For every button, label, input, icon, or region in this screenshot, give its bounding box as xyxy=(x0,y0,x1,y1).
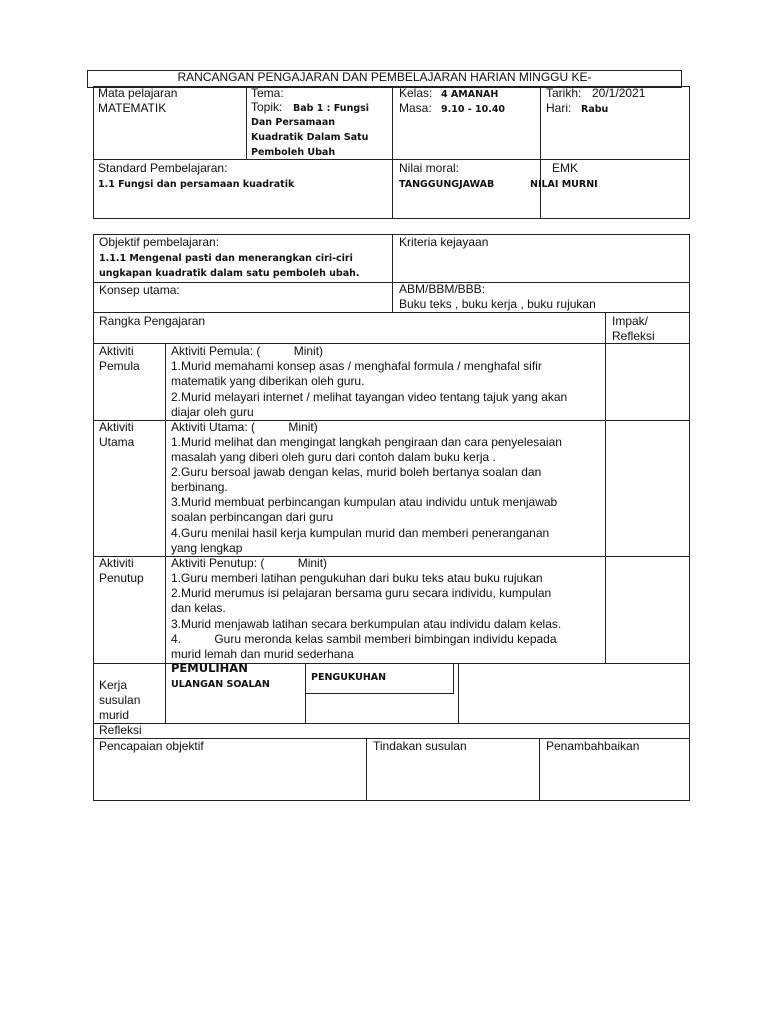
main-item: soalan perbincangan dari guru xyxy=(171,510,334,524)
remedial-label: PEMULIHAN xyxy=(171,661,248,675)
opening-item: diajar oleh guru xyxy=(171,405,254,419)
framework-label: Rangka Pengajaran xyxy=(99,314,206,328)
main-item: 3.Murid membuat perbincangan kumpulan atau individu untuk menjawab xyxy=(171,495,558,509)
plan-row-divider xyxy=(93,312,690,313)
class-label: Kelas: xyxy=(399,86,433,100)
moral-value: TANGGUNGJAWAB xyxy=(399,179,495,190)
followup-action-label: Tindakan susulan xyxy=(373,739,467,753)
moral-value: NILAI MURNI xyxy=(530,179,598,190)
page-title: RANCANGAN PENGAJARAN DAN PEMBELAJARAN HARIAN MINGGU KE- xyxy=(177,70,592,84)
subject-value: MATEMATIK xyxy=(98,101,167,115)
opening-item: matematik yang diberikan oleh guru. xyxy=(171,374,365,388)
topic-label: Topik: xyxy=(251,100,283,114)
followup-label: susulan xyxy=(99,693,141,707)
closing-label: Aktiviti xyxy=(99,556,134,570)
day-label: Hari: xyxy=(546,101,572,115)
activity-col-divider xyxy=(165,343,166,723)
opening-item: 1.Murid memahami konsep asas / menghafal formula / menghafal sifir xyxy=(171,359,542,373)
followup-label: murid xyxy=(99,708,130,722)
plan-row-divider xyxy=(93,723,690,724)
followup-col-divider xyxy=(458,663,459,723)
reflection-col-divider xyxy=(539,738,540,801)
improvement-label: Penambahbaikan xyxy=(546,739,640,753)
date-value: 20/1/2021 xyxy=(592,86,646,100)
topic-line: Dan Persamaan xyxy=(251,117,336,128)
topic-line: Kuadratik Dalam Satu xyxy=(251,132,369,143)
achievement-label: Pencapaian objektif xyxy=(99,739,204,753)
concept-label: Konsep utama: xyxy=(99,283,180,297)
main-heading: Aktiviti Utama: ( Minit) xyxy=(171,420,318,434)
day-value: Rabu xyxy=(581,104,609,115)
info-col-divider xyxy=(540,86,541,219)
opening-heading: Aktiviti Pemula: ( Minit) xyxy=(171,344,324,358)
objective-line: ungkapan kuadratik dalam satu pemboleh ubah. xyxy=(99,268,360,279)
main-label: Aktiviti xyxy=(99,420,134,434)
topic-line: Pemboleh Ubah xyxy=(251,147,336,158)
abm-value: Buku teks , buku kerja , buku rujukan xyxy=(399,297,596,311)
closing-heading: Aktiviti Penutup: ( Minit) xyxy=(171,556,328,570)
main-item: 1.Murid melihat dan mengingat langkah pengiraan dan cara penyelesaian xyxy=(171,435,562,449)
opening-label: Pemula xyxy=(99,359,140,373)
closing-item: murid lemah dan murid sederhana xyxy=(171,647,354,661)
time-value: 9.10 - 10.40 xyxy=(441,104,506,115)
plan-row-divider xyxy=(93,282,690,283)
remedial-sub: ULANGAN SOALAN xyxy=(171,679,270,690)
reinforcement-label: PENGUKUHAN xyxy=(311,672,387,683)
closing-item: 2.Murid merumus isi pelajaran bersama guru secara individu, kumpulan xyxy=(171,586,552,600)
plan-col-divider xyxy=(392,234,393,312)
abm-label: ABM/BBM/BBB: xyxy=(399,282,486,296)
opening-item: 2.Murid melayari internet / melihat tayangan video tentang tajuk yang akan xyxy=(171,390,568,404)
info-col-divider xyxy=(392,86,393,219)
objective-label: Objektif pembelajaran: xyxy=(99,235,220,249)
time-label: Masa: xyxy=(399,101,432,115)
closing-item: 3.Murid menjawab latihan secara berkumpulan atau individu dalam kelas. xyxy=(171,617,562,631)
topic-line: Bab 1 : Fungsi xyxy=(293,103,370,114)
standard-label: Standard Pembelajaran: xyxy=(98,161,228,175)
standard-value: 1.1 Fungsi dan persamaan kuadratik xyxy=(98,179,295,190)
main-item: 4.Guru menilai hasil kerja kumpulan murid dan memberi peneranganan xyxy=(171,526,550,540)
main-item: masalah yang diberi oleh guru dari contoh dalam buku kerja . xyxy=(171,450,496,464)
class-value: 4 AMANAH xyxy=(441,89,499,100)
main-item: 2.Guru bersoal jawab dengan kelas, murid boleh bertanya soalan dan xyxy=(171,465,542,479)
theme-label: Tema: xyxy=(251,86,284,100)
followup-label: Kerja xyxy=(99,678,128,692)
date-label: Tarikh: xyxy=(546,86,582,100)
opening-label: Aktiviti xyxy=(99,344,134,358)
impact-col-divider xyxy=(605,312,606,663)
emk-label: EMK xyxy=(552,161,579,175)
reflection-label: Refleksi xyxy=(99,723,142,737)
reflection-col-divider xyxy=(366,738,367,801)
main-item: berbinang. xyxy=(171,480,228,494)
info-col-divider xyxy=(246,86,247,159)
closing-item: dan kelas. xyxy=(171,601,226,615)
objective-line: 1.1.1 Mengenal pasti dan menerangkan ciri-ciri xyxy=(99,253,353,264)
moral-label: Nilai moral: xyxy=(399,161,460,175)
closing-item: 1.Guru memberi latihan pengukuhan dari buku teks atau buku rujukan xyxy=(171,571,543,585)
impact-label: Impak/ xyxy=(612,314,649,328)
impact-label: Refleksi xyxy=(612,329,655,343)
closing-item: 4. Guru meronda kelas sambil memberi bimbingan individu kepada xyxy=(171,632,557,646)
success-label: Kriteria kejayaan xyxy=(399,235,489,249)
main-label: Utama xyxy=(99,435,135,449)
main-item: yang lengkap xyxy=(171,541,243,555)
subject-label: Mata pelajaran xyxy=(98,86,178,100)
closing-label: Penutup xyxy=(99,571,144,585)
